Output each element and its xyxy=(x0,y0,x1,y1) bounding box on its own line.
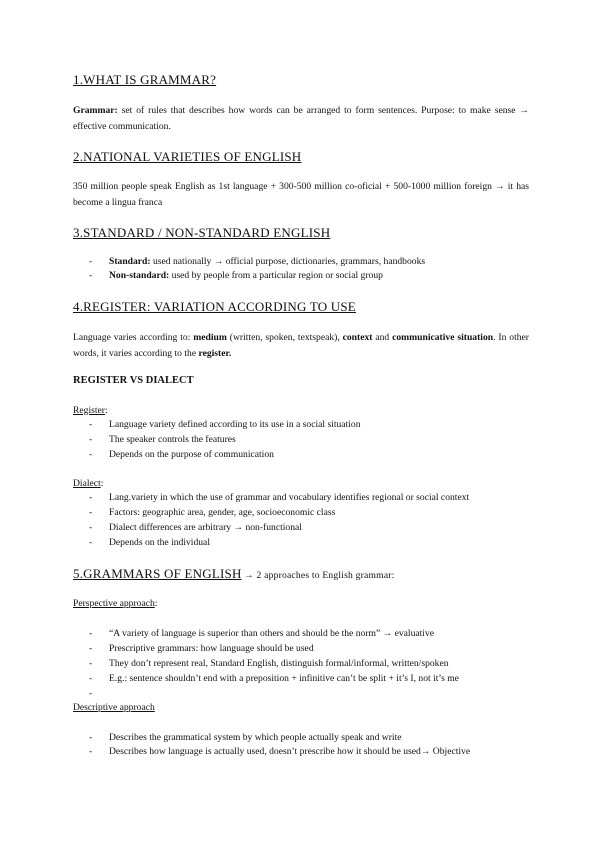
section-1-heading: 1.WHAT IS GRAMMAR? xyxy=(73,72,217,87)
list-item: - Describes how language is actually used, doesn’t prescribe how it should be used→ Objective xyxy=(89,746,471,757)
list-item: - Lang.variety in which the use of grammar and vocabulary identifies regional or social context xyxy=(89,492,470,503)
section-4-paragraph: Language varies according to: medium (written, spoken, textspeak), context and communicative situation. In other words, it varies according to the register. xyxy=(73,332,529,359)
grammar-term: Grammar: xyxy=(73,105,118,116)
list-item: - Depends on the purpose of communication xyxy=(89,449,274,460)
list-item: - xyxy=(89,688,93,699)
section-3-heading: 3.STANDARD / NON-STANDARD ENGLISH xyxy=(73,225,331,240)
list-item: - “A variety of language is superior than others and should be the norm” → evaluative xyxy=(89,628,435,639)
list-item: - Standard: used nationally → official purpose, dictionaries, grammars, handbooks xyxy=(89,256,426,267)
descriptive-approach-label: Descriptive approach xyxy=(73,702,155,713)
register-label: Register: xyxy=(73,405,108,416)
register-vs-dialect-subheading: REGISTER VS DIALECT xyxy=(73,375,194,386)
section-5-heading: 5.GRAMMARS OF ENGLISH → 2 approaches to English grammar: xyxy=(73,566,395,581)
list-item: - Factors: geographic area, gender, age, socioeconomic class xyxy=(89,507,336,518)
grammar-definition: set of rules that describes how words can be arranged to form sentences. Purpose: to make sense → effective communication. xyxy=(73,105,529,132)
list-item: - E.g.: sentence shouldn’t end with a preposition + infinitive can’t be split + it’s I, not it’s me xyxy=(89,673,459,684)
list-item: - They don’t represent real, Standard English, distinguish formal/informal, written/spoken xyxy=(89,658,449,669)
section-2-paragraph: 350 million people speak English as 1st language + 300-500 million co-oficial + 500-1000 million foreign → it has become a lingua franca xyxy=(73,181,529,208)
list-item: - The speaker controls the features xyxy=(89,434,236,445)
list-item: - Language variety defined according to its use in a social situation xyxy=(89,419,361,430)
perspective-approach-label: Perspective approach: xyxy=(73,598,158,609)
list-item: - Describes the grammatical system by which people actually speak and write xyxy=(89,732,402,743)
section-4-heading: 4.REGISTER: VARIATION ACCORDING TO USE xyxy=(73,299,356,314)
section-1-paragraph xyxy=(73,103,529,134)
list-item: - Non-standard: used by people from a particular region or social group xyxy=(89,270,383,281)
list-item: - Depends on the individual xyxy=(89,537,210,548)
dialect-label: Dialect: xyxy=(73,478,104,489)
list-item: - Prescriptive grammars: how language should be used xyxy=(89,643,314,654)
standard-term: Standard: xyxy=(109,256,151,267)
non-standard-term: Non-standard: xyxy=(109,270,170,281)
list-item: - Dialect differences are arbitrary → non-functional xyxy=(89,522,302,533)
section-2-heading: 2.NATIONAL VARIETIES OF ENGLISH xyxy=(73,149,302,164)
